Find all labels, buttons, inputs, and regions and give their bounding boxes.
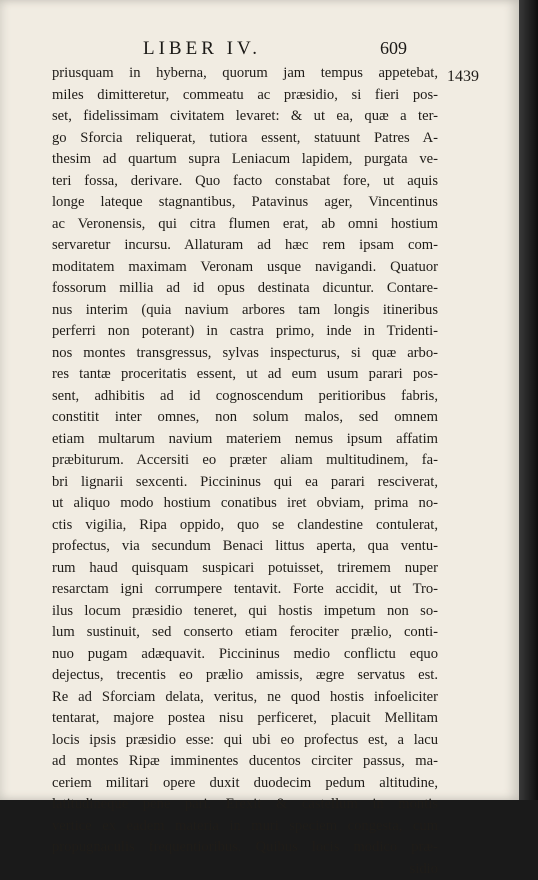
text-line: longe lateque stagnantibus, Patavinus ager, Vincentinus	[52, 192, 438, 214]
text-line: fossorum millia ad id opus destinata dicuntur. Contare-	[52, 278, 438, 300]
text-line: nus interim (quia navium arbores tam longis itineribus	[52, 300, 438, 322]
text-line: locis ipsis præsidio esse: qui ubi eo profectus est, a lacu	[52, 730, 438, 752]
text-line: ac Veronensis, qui citra flumen erat, ab omni hostium	[52, 214, 438, 236]
text-line: thesim ad quartum supra Leniacum lapidem, purgata ve-	[52, 149, 438, 171]
page-header	[0, 38, 519, 64]
text-line: ad montes Ripæ imminentes ducentos circiter passus, ma-	[52, 751, 438, 773]
running-title: LIBER IV.	[143, 38, 261, 60]
text-line: servaretur incursu. Allaturam ad hæc rem ipsam com-	[52, 235, 438, 257]
text-line: ilus locum præsidio teneret, qui hostis impetum non so-	[52, 601, 438, 623]
text-line: resarctam igni corrumpere tentavit. Forte accidit, ut Tro-	[52, 579, 438, 601]
text-line: tentarat, majore postea nisu perficeret, placuit Mellitam	[52, 708, 438, 730]
text-line: profectus, via secundum Benaci littus aperta, qua ventu-	[52, 536, 438, 558]
text-line: miles dimitteretur, commeatu ac præsidio, si fieri pos-	[52, 85, 438, 107]
page-number: 609	[380, 38, 407, 59]
text-line: perferri non poterant) in castra primo, inde in Tridenti-	[52, 321, 438, 343]
text-line: propugnaculis frequentioribus. Quibus locis modico præ-	[52, 837, 438, 859]
text-line: bri lignarii sexcenti. Piccininus qui ea parari resciverat,	[52, 472, 438, 494]
text-line: rum haud quisquam suspicari potuisset, triremem nuper	[52, 558, 438, 580]
text-line: go Sforcia reliquerat, tutiora essent, statuunt Patres A-	[52, 128, 438, 150]
text-line: ut aliquo modo hostium conatibus iret obviam, prima no-	[52, 493, 438, 515]
text-line: sent, adhibitis ad id cognoscendum peritioribus fabris,	[52, 386, 438, 408]
marginal-year: 1439	[447, 68, 479, 86]
text-line: præbiturum. Accersiti eo præter aliam multitudinem, fa-	[52, 450, 438, 472]
text-line: priusquam in hyberna, quorum jam tempus appetebat,	[52, 63, 438, 85]
text-line: nuo pugam adæquavit. Piccininus medio conflictu equo	[52, 644, 438, 666]
text-line: ctis vigilia, Ripa oppido, quo se clandestine contulerat,	[52, 515, 438, 537]
text-line: teri fossa, derivare. Quo facto constabat fore, ut aquis	[52, 171, 438, 193]
text-line: ceriem militari opere duxit duodecim pedum altitudine,	[52, 773, 438, 795]
catchword: sidio	[52, 859, 438, 880]
text-line: etiam multarum navium materiem nemus ipsum affatim	[52, 429, 438, 451]
text-line: set, fidelissimam civitatem levaret: & ut ea, quæ a ter-	[52, 106, 438, 128]
text-line: constitit inter omnes, non solum malos, sed omnem	[52, 407, 438, 429]
text-line: moditatem maximam Veronam usque navigandi. Quatuor	[52, 257, 438, 279]
body-text	[52, 63, 438, 880]
page-edge-shadow	[519, 0, 538, 800]
text-line: vertice ex eadem materia in muri speciem congesta, cum	[52, 816, 438, 838]
text-line: dejectus, trecentis eo prælio amissis, ægre servatus est.	[52, 665, 438, 687]
text-line: Re ad Sforciam delata, veritus, ne quod hostis infoeliciter	[52, 687, 438, 709]
text-line: res tantæ proceritatis essent, ut ad eum usum parari pos-	[52, 364, 438, 386]
text-line: lum sustinuit, sed conserto etiam ferociter prælio, conti-	[52, 622, 438, 644]
text-line: nos montes transgressus, sylvas inspecturus, si quæ arbo-	[52, 343, 438, 365]
text-line: latitudineque pene pari. Erexit & castellum in montis	[52, 794, 438, 816]
